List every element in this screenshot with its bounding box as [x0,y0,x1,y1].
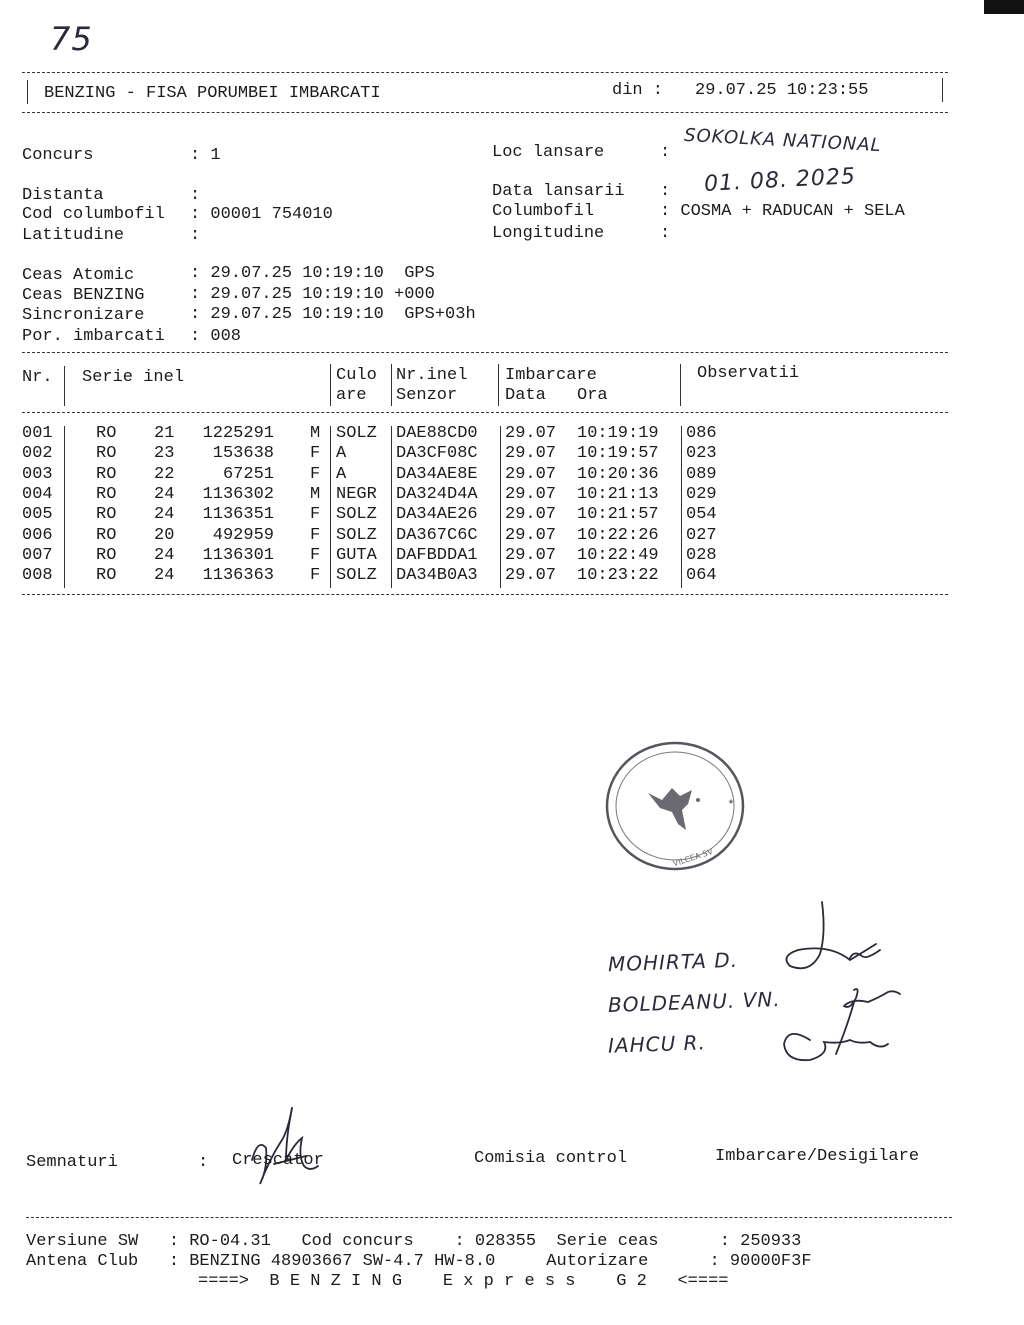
cod-columbofil-value: : 00001 754010 [190,205,333,224]
cell-ora: 10:22:26 [577,525,659,545]
cell-data: 29.07 [505,566,557,586]
latitudine-label: Latitudine [22,226,165,245]
cell-ora: 10:23:22 [577,566,659,586]
cell-ora: 10:20:36 [577,464,659,484]
cod-columbofil-label: Cod columbofil [22,205,165,224]
cell-culoare: NEGR [336,484,377,504]
cell-senzor: DA367C6C [396,525,478,545]
footer-top-rule [26,1217,952,1218]
header-divider-serie [330,364,331,406]
cell-data: 29.07 [505,505,557,525]
body-divider-nr [64,426,65,588]
cell-data: 29.07 [505,464,557,484]
cell-culoare: SOLZ [336,525,377,545]
cell-inel: 67251 [222,464,274,484]
data-lansarii-colon: : [660,182,671,201]
cell-tara: RO [96,525,117,545]
sincronizare-value: : 29.07.25 10:19:10 GPS+03h [190,305,476,324]
body-divider-ora [681,426,682,588]
latitudine-value: : [190,226,201,245]
cell-nr: 005 [22,505,53,525]
cell-obs: 027 [686,525,717,545]
ceas-atomic-label: Ceas Atomic [22,266,155,285]
col-header-nrinel-1: Nr.inel [396,366,468,385]
cell-obs: 064 [686,566,717,586]
crescator-signature [244,1104,324,1190]
handwritten-name-1: MOHIRTA D. [607,947,739,977]
cell-obs: 054 [686,505,717,525]
semnaturi-label: Semnaturi [26,1153,118,1172]
signature-group [770,894,910,1074]
cell-senzor: DA34B0A3 [396,566,478,586]
col-header-data: Data [505,386,546,405]
footer-line-3: ====> B E N Z I N G E x p r e s s G 2 <==== [198,1272,729,1291]
footer-line-1: Versiune SW : RO-04.31 Cod concurs : 028355 Serie ceas : 250933 [26,1232,802,1251]
cell-nr: 002 [22,444,53,464]
columbofil-value: : COSMA + RADUCAN + SELA [660,202,905,221]
header-divider-senzor [498,364,499,406]
handwritten-name-3: IAHCU R. [607,1030,707,1058]
data-lansarii-label: Data lansarii [492,182,625,201]
header-bottom-rule [22,112,948,113]
cell-sex: F [310,464,321,484]
cell-sex: F [310,525,321,545]
cell-an: 24 [154,505,175,525]
imbarcare-desigilare-label: Imbarcare/Desigilare [715,1147,920,1166]
scan-edge-mark [984,0,1024,14]
footer-line-2: Antena Club : BENZING 48903667 SW-4.7 HW-8.0 Autorizare : 90000F3F [26,1252,812,1271]
cell-culoare: GUTA [336,545,377,565]
body-divider-culoare [391,426,392,588]
cell-an: 24 [154,566,175,586]
header-right-bar [942,78,943,102]
cell-an: 24 [154,545,175,565]
cell-data: 29.07 [505,545,557,565]
handwritten-name-2: BOLDEANU. VN. [607,986,782,1018]
header-left-bar [27,80,28,104]
cell-sex: F [310,505,321,525]
stamp-text: VILCEA SV [671,847,715,869]
longitudine-value: : [660,224,671,243]
cell-nr: 007 [22,545,53,565]
cell-nr: 008 [22,566,53,586]
cell-nr: 003 [22,464,53,484]
loc-lansare-colon: : [660,143,671,162]
sincronizare-label: Sincronizare [22,306,155,325]
cell-tara: RO [96,505,117,525]
loc-lansare-label: Loc lansare [492,143,615,162]
cell-obs: 023 [686,444,717,464]
cell-senzor: DA324D4A [396,484,478,504]
svg-text:★: ★ [728,797,735,808]
cell-senzor: DA3CF08C [396,444,478,464]
longitudine-label: Longitudine [492,224,615,243]
ceas-atomic-value: : 29.07.25 10:19:10 GPS [190,264,435,283]
concurs-label: Concurs [22,146,165,165]
cell-an: 20 [154,525,175,545]
cell-ora: 10:21:57 [577,505,659,525]
header-din-label: din : [612,81,664,100]
cell-inel: 492959 [212,525,274,545]
table-bottom-rule [22,594,948,595]
col-header-observatii: Observatii [697,364,800,383]
cell-inel: 153638 [212,444,274,464]
cell-culoare: A [336,444,347,464]
cell-sex: F [310,545,321,565]
loc-lansare-handwritten: SOKOLKA NATIONAL [683,124,883,157]
cell-inel: 1225291 [202,424,274,443]
crescator-label: Crescator [232,1151,324,1170]
header-divider-imbarcare [680,364,681,406]
cell-tara: RO [96,566,117,586]
header-top-rule [22,72,948,73]
col-header-culoare-2: are [336,386,367,405]
cell-culoare: SOLZ [336,566,377,586]
table-top-rule [22,352,948,353]
col-header-imbarcare: Imbarcare [505,366,597,385]
col-header-nr: Nr. [22,368,53,387]
comisia-label: Comisia control [474,1149,628,1168]
cell-ora: 10:19:57 [577,444,659,464]
cell-inel: 1136301 [202,545,274,565]
cell-nr: 004 [22,484,53,504]
distanta-value: : [190,186,201,205]
header-din-value: 29.07.25 10:23:55 [695,81,869,100]
cell-nr: 001 [22,424,53,443]
cell-tara: RO [96,464,117,484]
cell-culoare: A [336,464,347,484]
cell-inel: 1136302 [202,484,274,504]
header-divider-nr [64,366,65,406]
cell-nr: 006 [22,525,53,545]
header-title: BENZING - FISA PORUMBEI IMBARCATI [44,84,381,103]
cell-sex: M [310,424,321,443]
cell-culoare: SOLZ [336,505,377,525]
cell-obs: 089 [686,464,717,484]
ceas-benzing-value: : 29.07.25 10:19:10 +000 [190,285,435,304]
cell-senzor: DAFBDDA1 [396,545,478,565]
cell-data: 29.07 [505,444,557,464]
cell-tara: RO [96,424,117,443]
cell-inel: 1136351 [202,505,274,525]
cell-an: 23 [154,444,175,464]
cell-tara: RO [96,444,117,464]
cell-tara: RO [96,545,117,565]
cell-ora: 10:22:49 [577,545,659,565]
table-header-rule [22,412,948,413]
cell-senzor: DA34AE26 [396,505,478,525]
data-lansarii-handwritten: 01. 08. 2025 [703,164,857,197]
concurs-value: : 1 [190,146,221,165]
stamp [602,738,748,874]
cell-sex: F [310,566,321,586]
cell-data: 29.07 [505,525,557,545]
cell-inel: 1136363 [202,566,274,586]
col-header-nrinel-2: Senzor [396,386,458,405]
col-header-serie: Serie inel [82,368,185,387]
por-imbarcati-label: Por. imbarcati [22,327,165,346]
cell-sex: M [310,484,321,504]
cell-obs: 029 [686,484,717,504]
cell-ora: 10:21:13 [577,484,659,504]
cell-tara: RO [96,484,117,504]
body-divider-senzor [500,426,501,588]
col-header-ora: Ora [577,386,608,405]
ceas-benzing-label: Ceas BENZING [22,286,155,305]
cell-data: 29.07 [505,424,557,443]
cell-sex: F [310,444,321,464]
cell-data: 29.07 [505,484,557,504]
distanta-label: Distanta [22,186,165,205]
columbofil-label: Columbofil [492,202,615,221]
cell-senzor: DAE88CD0 [396,424,478,443]
cell-obs: 086 [686,424,717,443]
cell-culoare: SOLZ [336,424,377,443]
cell-senzor: DA34AE8E [396,464,478,484]
body-divider-serie [330,426,331,588]
cell-an: 21 [154,424,175,443]
cell-an: 24 [154,484,175,504]
por-imbarcati-value: : 008 [190,327,242,346]
cell-obs: 028 [686,545,717,565]
header-divider-culoare [391,364,392,406]
col-header-culoare-1: Culo [336,366,377,385]
cell-an: 22 [154,464,175,484]
page-number: 75 [50,20,93,58]
cell-ora: 10:19:19 [577,424,659,443]
semnaturi-colon: : [198,1153,209,1172]
